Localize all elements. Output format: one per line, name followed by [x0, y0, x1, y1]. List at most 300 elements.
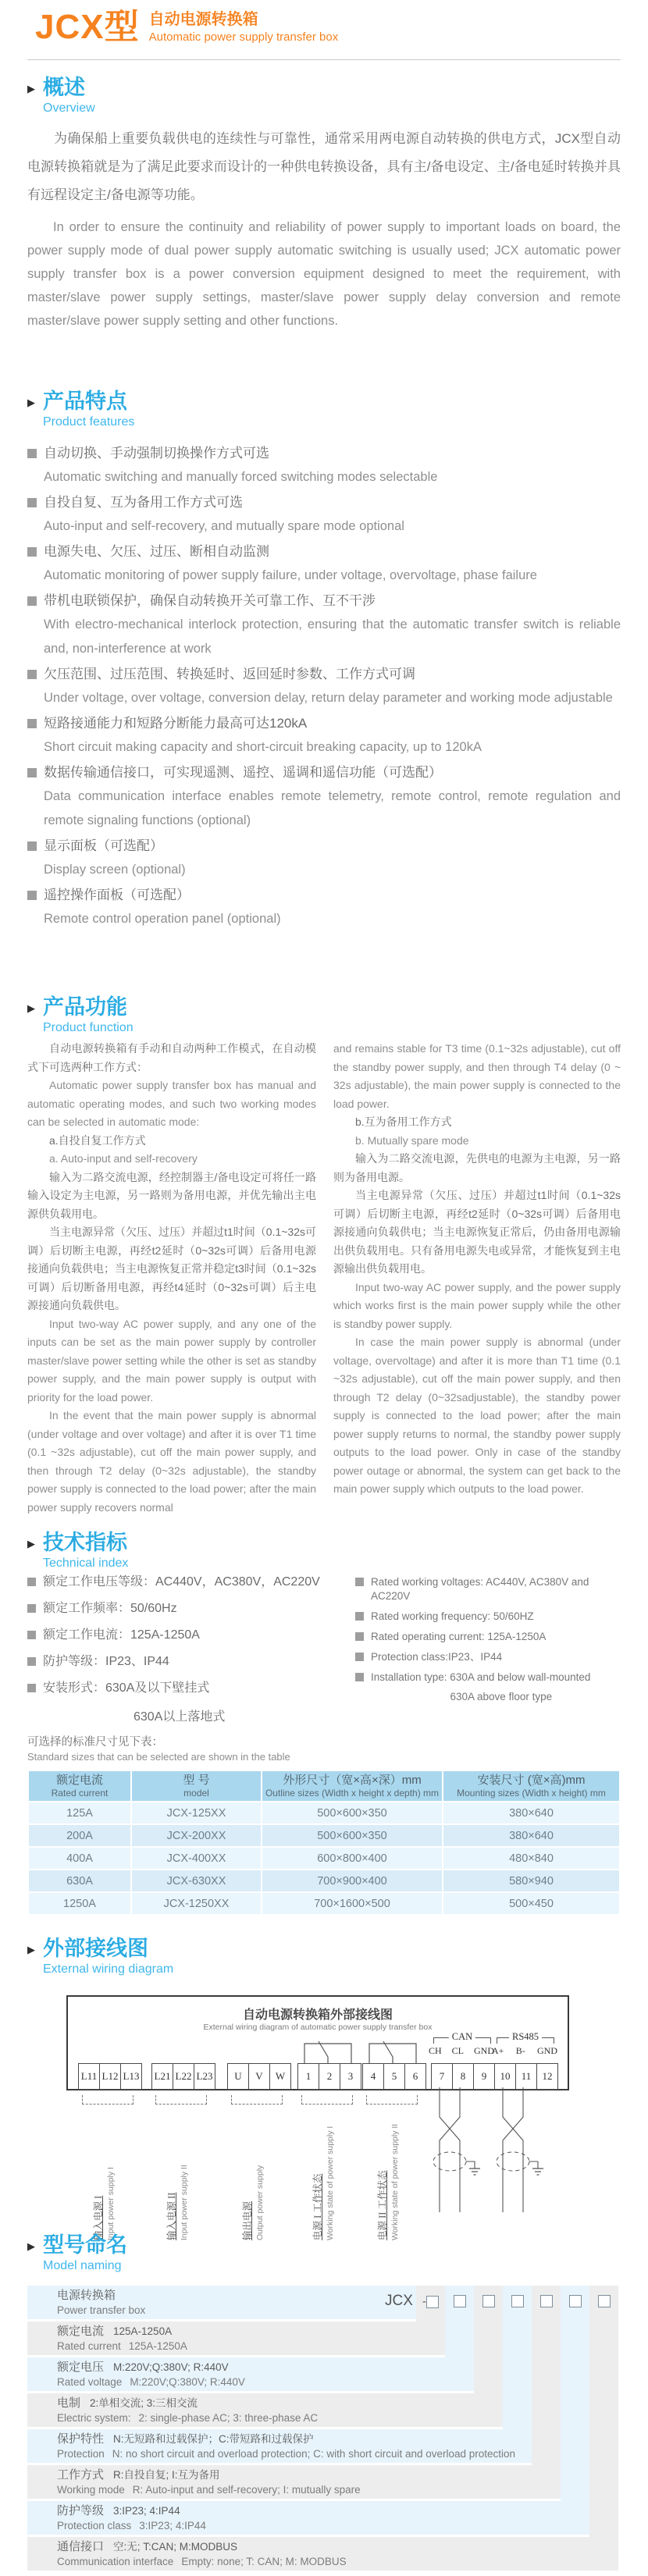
product-title-en: Automatic power supply transfer box: [148, 30, 339, 44]
model-row-zh-label: 电源转换箱: [57, 2289, 116, 2302]
terminal-group-underbrace: [82, 2095, 134, 2105]
model-naming-row: [27, 2465, 561, 2499]
can-bus-bracket: [433, 2031, 491, 2044]
square-bullet-icon: [27, 1578, 36, 1586]
model-row-en: [57, 2411, 503, 2425]
technical-heading-en: Technical index: [43, 1557, 129, 1570]
terminal-3: 3: [340, 2063, 361, 2090]
table-cell: 630A: [29, 1870, 130, 1891]
square-bullet-icon: [27, 1631, 36, 1639]
feature-text-en: Display screen (optional): [44, 863, 186, 877]
pin-label-GND: GND: [537, 2045, 557, 2056]
model-row-en: [57, 2483, 561, 2497]
model-code-box-cell: [503, 2295, 532, 2307]
feature-text-zh-label: 短路接通能力和短路分断能力最高可达120kA: [44, 716, 308, 731]
feature-text-zh: [27, 539, 621, 564]
function-paragraph-zh: 输入为二路交流电源，经控制器主/备电设定可将任一路输入设定为主电源，另一路则为备用电源，并优先输出主电源供负载用电。: [27, 1170, 316, 1220]
function-paragraph-zh: 当主电源异常（欠压、过压）并超过t1时间（0.1~32s可调）后切断主电源，再经t2延时（0~32s可调）后备用电源接通向负载供电；当主电源恢复正常后，仍由备用电源输出供负载用电。只有备用电源失电或异常，才能恢复到主电源输出供负载用电。: [333, 1189, 621, 1275]
terminal-L23: L23: [194, 2063, 215, 2090]
terminal-group: [495, 2063, 558, 2090]
feature-item: [27, 441, 621, 489]
section-sizes: [27, 1735, 621, 1916]
model-row-en-label: Rated current: [57, 2340, 121, 2352]
table-cell: 125A: [29, 1802, 130, 1823]
features-list: [27, 441, 621, 931]
feature-item: [27, 662, 621, 710]
model-row-zh-label: 通信接口: [57, 2540, 105, 2553]
terminal-U: U: [227, 2063, 249, 2090]
function-paragraph-en: a. Auto-input and self-recovery: [49, 1152, 198, 1165]
function-paragraph-zh: 自动电源转换箱有手动和自动两种工作模式，在自动模式下可选两种工作方式：: [27, 1042, 316, 1073]
square-bullet-icon: [355, 1653, 364, 1661]
function-paragraph-zh: b.互为备用工作方式: [355, 1115, 452, 1128]
function-paragraph-en: Automatic power supply transfer box has manual and automatic operating modes, and such two working modes can be selected in automatic mode:: [27, 1079, 316, 1128]
model-row-en-label: Protection class: [57, 2520, 132, 2532]
feature-text-zh-label: 带机电联锁保护，确保自动转换开关可靠工作、互不干涉: [44, 593, 376, 608]
table-cell: 380×640: [443, 1825, 619, 1846]
function-heading-en: Product function: [43, 1021, 134, 1034]
terminal-L12: L12: [99, 2063, 121, 2090]
square-bullet-icon: [27, 670, 37, 679]
model-row-en-spec: Empty: none; T: CAN; M: MODBUS: [181, 2556, 347, 2567]
section-arrow-icon: ▶: [27, 83, 35, 94]
table-cell: 400A: [29, 1848, 130, 1869]
table-cell: JCX-125XX: [132, 1802, 261, 1823]
column-header-zh: 型 号: [183, 1774, 210, 1787]
technical-item: [355, 1610, 621, 1624]
table-row: [29, 1893, 619, 1914]
feature-text-zh: [27, 662, 621, 686]
table-cell: 500×600×350: [262, 1802, 442, 1823]
model-column-strip: [532, 2286, 561, 2465]
feature-text-en: Automatic switching and manually forced switching modes selectable: [44, 470, 438, 484]
feature-text-zh-label: 显示面板（可选配）: [44, 838, 163, 853]
function-column-right: [333, 1040, 621, 1499]
terminal-group-underbrace: [231, 2095, 283, 2105]
feature-text-zh: [27, 490, 621, 514]
rs485-pin-labels: [492, 2045, 557, 2057]
wiring-diagram-title-zh: 自动电源转换箱外部接线图: [242, 2008, 393, 2022]
terminal-L21: L21: [151, 2063, 173, 2090]
technical-list-en: [355, 1575, 621, 1709]
terminal-12: 12: [536, 2063, 558, 2090]
model-row-en: [57, 2339, 445, 2354]
model-row-en-spec: N: no short circuit and overload protection; C: with short circuit and overload protection: [112, 2448, 516, 2460]
terminal-W: W: [269, 2063, 291, 2090]
function-heading: [27, 994, 621, 1037]
header-divider: [27, 59, 621, 60]
model-code-box: [511, 2295, 524, 2307]
model-row-en-label: Working mode: [57, 2484, 125, 2496]
model-naming-row: [27, 2357, 474, 2391]
function-paragraph-en: In case the main power supply is abnormal (under voltage, overvoltage) and after it is more than T1 time (0.1 ~32s adjustable), cut off the main power supply, and then through T2 delay (0~32sadjustable), the standby power supply is connected to the load power; after the main power supply returns to normal, the standby power supply outputs to the load power. Only in case of the standby power outage or abnormal, the system can get back to the main power supply which outputs to the load power.: [333, 1336, 621, 1495]
column-header-zh: 额定电流: [55, 1774, 103, 1787]
pin-label-CL: CL: [451, 2045, 464, 2056]
model-row-zh-label: 工作方式: [57, 2468, 105, 2482]
table-row: [29, 1825, 619, 1846]
terminal-group-underbrace: [366, 2095, 418, 2105]
table-row: [29, 1870, 619, 1891]
terminal-V: V: [248, 2063, 270, 2090]
wiring-bottom-label-zh: 电源 II 工作状态: [377, 2170, 388, 2240]
sizes-column-header: [262, 1771, 442, 1801]
table-row: [29, 1848, 619, 1869]
technical-item-text: Installation type: 630A and below wall-mounted: [371, 1671, 591, 1683]
wiring-diagram-title-en: External wiring diagram of automatic power supply transfer box: [203, 2023, 433, 2032]
wiring-bottom-label-en: Working state of power supply II: [390, 2123, 400, 2240]
terminal-group: [363, 2063, 426, 2090]
function-paragraph-en: In the event that the main power supply is abnormal (under voltage and over voltage) and after it is over T1 time (0.1 ~32s adjustable), cut off the main power supply, and then through T2 delay (0~32s adjustable), the standby power supply is connected to the load power; after the main power supply recovers normal: [27, 1409, 316, 1514]
wiring-bottom-label: [376, 2108, 406, 2240]
table-cell: 500×450: [443, 1893, 619, 1914]
overview-heading: [27, 75, 621, 117]
square-bullet-icon: [27, 1604, 36, 1613]
model-row-zh: [57, 2324, 445, 2339]
technical-item-text: Rated operating current: 125A-1250A: [371, 1631, 547, 1642]
function-paragraph-en: Input two-way AC power supply, and any one of the inputs can be set as the main power supply by controller master/slave power setting while the other is set as standby power supply, and the main power supply is output with priority for the load power.: [27, 1317, 316, 1404]
table-cell: 600×800×400: [262, 1848, 442, 1869]
model-row-en-spec: R: Auto-input and self-recovery; I: mutually spare: [132, 2484, 361, 2496]
function-paragraph-en: Input two-way AC power supply, and the power supply which works first is the main power supply while the other is standby power supply.: [333, 1280, 621, 1330]
model-naming-heading: [27, 2233, 621, 2275]
model-row-en: [57, 2519, 589, 2533]
model-row-zh-spec: M:220V;Q:380V; R:440V: [113, 2361, 229, 2373]
feature-text-en: With electro-mechanical interlock protection, ensuring that the automatic transfer switch is reliable and, non-interference at work: [44, 617, 621, 656]
function-paragraph-zh: 当主电源异常（欠压、过压）并超过t1时间（0.1~32s可调）后切断主电源，再经t2延时（0~32s可调）后备用电源接通向负载供电；当主电源恢复正常并稳定t3时间（0.1~32s可调）后切断备用电源，再经t4延时（0~32s可调）后主电源接通向负载供电。: [27, 1226, 316, 1311]
terminal-group: [79, 2063, 142, 2090]
model-row-zh: [57, 2503, 589, 2519]
product-title-zh: 自动电源转换箱: [148, 11, 258, 28]
model-prefix: JCX: [385, 2293, 413, 2309]
technical-item-text: 额定工作频率：50/60Hz: [43, 1602, 177, 1615]
feature-text-zh: [27, 589, 621, 613]
column-header-en: Outline sizes (Width x height x depth) mm: [265, 1788, 440, 1799]
overview-paragraph-en: In order to ensure the continuity and reliability of power supply to important loads on board, the power supply mode of dual power supply automatic switching is usually used; JCX automatic power supply transfer box is a power conversion equipment designed to meet the requirement, with master/slave power supply settings, master/slave power supply delay conversion and remote master/slave power supply setting and other functions.: [27, 220, 621, 328]
section-arrow-icon: ▶: [27, 1944, 35, 1955]
wiring-bottom-label-en: Output power supply: [255, 2165, 265, 2240]
technical-item-text: 额定工作电流：125A-1250A: [43, 1628, 200, 1642]
model-row-en-label: Protection: [57, 2448, 105, 2460]
model-row-zh-label: 额定电流: [57, 2325, 105, 2338]
twisted-pair-cable: [433, 2087, 487, 2224]
feature-item: [27, 539, 621, 588]
wiring-bottom-label: [92, 2108, 122, 2240]
terminal-1: 1: [297, 2063, 319, 2090]
model-row-en-label: Electric system:: [57, 2412, 131, 2424]
feature-text-en: Under voltage, over voltage, conversion delay, return delay parameter and working mode adjustable: [44, 691, 613, 705]
column-header-zh: 外形尺寸（宽×高×深）mm: [283, 1774, 422, 1787]
model-column-strip: [589, 2286, 618, 2537]
feature-item: [27, 589, 621, 661]
technical-item: [355, 1575, 621, 1603]
terminal-group-underbrace: [155, 2095, 207, 2105]
feature-item: [27, 711, 621, 760]
model-code-box: [569, 2295, 582, 2307]
model-row-en: [57, 2375, 474, 2389]
model-naming-table: [27, 2286, 618, 2573]
model-code-box: [540, 2295, 553, 2307]
feature-text-en: Auto-input and self-recovery, and mutually spare mode optional: [44, 519, 404, 533]
technical-item-text: 安装形式：630A及以下壁挂式: [43, 1681, 210, 1695]
terminal-8: 8: [452, 2063, 474, 2090]
square-bullet-icon: [355, 1578, 364, 1586]
terminal-6: 6: [404, 2063, 426, 2090]
terminal-11: 11: [515, 2063, 537, 2090]
sizes-intro-en: Standard sizes that can be selected are shown in the table: [27, 1751, 290, 1763]
model-code-box: [454, 2295, 466, 2307]
section-model-naming: [27, 2233, 621, 2275]
feature-text-zh-label: 遥控操作面板（可选配）: [44, 888, 190, 902]
pin-label-GND: GND: [473, 2045, 494, 2056]
wiring-bottom-label: [166, 2108, 195, 2240]
technical-item: [355, 1630, 621, 1644]
sizes-column-header: [29, 1771, 130, 1801]
table-cell: 580×940: [443, 1870, 619, 1891]
model-dash: -: [422, 2295, 426, 2308]
wiring-diagram-frame: [66, 1995, 569, 2090]
sizes-table-header: [29, 1771, 619, 1801]
section-arrow-icon: ▶: [27, 397, 35, 408]
model-row-zh-spec: 2:单相交流; 3:三相交流: [90, 2397, 198, 2409]
technical-heading: [27, 1530, 621, 1572]
wiring-bottom-label-en: Input power supply I: [106, 2167, 116, 2240]
feature-text-zh-label: 电源失电、欠压、过压、断相自动监测: [44, 544, 269, 559]
square-bullet-icon: [27, 768, 37, 777]
technical-item-text-line2: 630A above floor type: [450, 1691, 553, 1703]
feature-text-zh-label: 自动切换、手动强制切换操作方式可选: [44, 446, 269, 461]
feature-text-zh-label: 欠压范围、过压范围、转换延时、返回延时参数、工作方式可调: [44, 667, 415, 681]
pin-label-B-: B-: [515, 2045, 525, 2056]
model-row-en-spec: 125A-1250A: [128, 2340, 187, 2352]
technical-list-zh: [27, 1574, 340, 1734]
feature-text-en: Remote control operation panel (optional): [44, 912, 281, 926]
features-heading-zh: 产品特点: [43, 390, 127, 413]
technical-item: [27, 1627, 340, 1644]
column-header-en: Mounting sizes (Width x height) mm: [457, 1788, 606, 1799]
wiring-bottom-label-zh: 输出电源: [242, 2201, 253, 2240]
section-overview: [27, 75, 621, 333]
model-naming-row: [27, 2286, 416, 2319]
doc-header: [35, 5, 338, 50]
section-features: [27, 389, 621, 932]
technical-item: [27, 1574, 340, 1591]
technical-item: [27, 1653, 340, 1670]
table-cell: 380×640: [443, 1802, 619, 1823]
square-bullet-icon: [355, 1632, 364, 1641]
table-cell: JCX-400XX: [132, 1848, 261, 1869]
model-row-zh-spec: 125A-1250A: [113, 2325, 173, 2337]
model-column-strip: [561, 2286, 589, 2501]
terminal-2: 2: [319, 2063, 340, 2090]
model-row-zh-label: 额定电压: [57, 2361, 105, 2374]
wiring-bottom-label-en: Input power supply II: [180, 2165, 189, 2240]
square-bullet-icon: [27, 719, 37, 728]
model-row-zh: [57, 2432, 532, 2447]
table-cell: 480×840: [443, 1848, 619, 1869]
function-paragraph-en: b. Mutually spare mode: [355, 1133, 469, 1147]
square-bullet-icon: [27, 498, 37, 507]
model-row-en: [57, 2555, 618, 2569]
technical-item-text: Rated working voltages: AC440V, AC380V and AC220V: [371, 1576, 589, 1602]
overview-heading-zh: 概述: [43, 76, 85, 99]
sizes-intro-zh: 可选择的标准尺寸见下表：: [27, 1736, 163, 1749]
wiring-bottom-label-zh: 输入电源 I: [93, 2195, 104, 2240]
model-naming-row: [27, 2537, 618, 2571]
function-column-left: [27, 1040, 316, 1517]
terminal-L11: L11: [78, 2063, 100, 2090]
square-bullet-icon: [355, 1612, 364, 1621]
square-bullet-icon: [27, 1684, 36, 1692]
terminal-group: [152, 2063, 215, 2090]
technical-item-text-line2: 630A以上落地式: [134, 1710, 226, 1724]
feature-item: [27, 490, 621, 539]
feature-text-zh: [27, 834, 621, 858]
feature-item: [27, 883, 621, 931]
technical-item: [27, 1680, 340, 1697]
model-code-box-cell: [416, 2295, 445, 2308]
function-paragraph-en: and remains stable for T3 time (0.1~32s adjustable), cut off the standby power supply, and then through T4 delay (0 ~ 32s adjustable), the main power supply is connected to the load power.: [333, 1042, 621, 1110]
rs485-label: RS485: [509, 2031, 542, 2043]
terminal-group: [432, 2063, 495, 2090]
model-code-box-cell: [474, 2295, 503, 2307]
function-paragraph-zh: a.自投自复工作方式: [49, 1133, 146, 1147]
model-code-box-cell: [532, 2295, 561, 2307]
model-row-en: [57, 2447, 532, 2461]
square-bullet-icon: [27, 547, 37, 557]
square-bullet-icon: [27, 449, 37, 458]
model-code-box-cell: [445, 2295, 474, 2307]
model-row-zh-label: 保护特性: [57, 2432, 105, 2446]
model-row-zh-spec: 空:无; T:CAN; M:MODBUS: [113, 2541, 238, 2553]
wiring-heading: [27, 1936, 621, 1978]
changeover-switch-icon: [298, 2036, 358, 2063]
feature-text-zh-label: 数据传输通信接口，可实现遥测、遥控、遥调和遥信功能（可选配）: [44, 765, 442, 780]
model-row-zh-label: 防护等级: [57, 2504, 105, 2517]
can-label: CAN: [449, 2031, 475, 2043]
model-row-zh-spec: 3:IP23; 4:IP44: [113, 2505, 180, 2517]
section-arrow-icon: ▶: [27, 1002, 35, 1014]
feature-text-zh-label: 自投自复、互为备用工作方式可选: [44, 495, 243, 510]
model-row-en-spec: M:220V;Q:380V; R:440V: [130, 2376, 245, 2388]
model-naming-row: [27, 2322, 445, 2355]
wiring-bottom-label: [241, 2108, 271, 2240]
table-cell: 700×1600×500: [262, 1893, 442, 1914]
wiring-heading-en: External wiring diagram: [43, 1962, 174, 1976]
model-row-zh: [57, 2288, 416, 2304]
feature-item: [27, 760, 621, 833]
column-header-en: Rated current: [51, 1788, 109, 1799]
technical-item-text: 防护等级：IP23、IP44: [43, 1655, 169, 1668]
terminal-9: 9: [473, 2063, 495, 2090]
rs485-bus-bracket: [497, 2031, 554, 2044]
features-heading-en: Product features: [43, 415, 135, 429]
model-row-en-label: Rated voltage: [57, 2376, 123, 2388]
model-code-box-cell: [561, 2295, 589, 2307]
model-naming-heading-en: Model naming: [43, 2259, 122, 2272]
sizes-table-body: [29, 1802, 619, 1914]
sizes-column-header: [443, 1771, 619, 1801]
model-row-zh-spec: R:自投自复; I:互为备用: [113, 2469, 220, 2481]
technical-item-text: Rated working frequency: 50/60HZ: [371, 1610, 534, 1622]
changeover-switch-icon: [363, 2036, 422, 2063]
table-cell: 700×900×400: [262, 1870, 442, 1891]
features-heading: [27, 389, 621, 431]
feature-item: [27, 834, 621, 882]
square-bullet-icon: [27, 841, 37, 851]
table-cell: JCX-630XX: [132, 1870, 261, 1891]
terminal-5: 5: [383, 2063, 405, 2090]
function-paragraph-zh: 输入为二路交流电源，先供电的电源为主电源，另一路则为备用电源。: [333, 1152, 621, 1183]
terminal-group: [298, 2063, 361, 2090]
terminal-L13: L13: [120, 2063, 142, 2090]
model-row-zh: [57, 2539, 618, 2555]
square-bullet-icon: [27, 596, 37, 606]
terminal-4: 4: [362, 2063, 384, 2090]
overview-paragraph-zh: 为确保船上重要负载供电的连续性与可靠性，通常采用两电源自动转换的供电方式，JCX型自动电源转换箱就是为了满足此要求而设计的一种供电转换设备，具有主/备电设定、主/备电延时转换并具有远程设定主/备电源等功能。: [27, 131, 621, 202]
section-wiring: [27, 1936, 621, 1978]
wiring-bottom-label-en: Working state of power supply I: [326, 2126, 335, 2240]
table-cell: 1250A: [29, 1893, 130, 1914]
model-row-en-label: Power transfer box: [57, 2304, 146, 2316]
pin-label-A+: A+: [492, 2045, 504, 2056]
feature-text-zh: [27, 760, 621, 785]
square-bullet-icon: [355, 1673, 364, 1681]
square-bullet-icon: [27, 891, 37, 900]
sizes-column-header: [132, 1771, 261, 1801]
model-row-en: [57, 2304, 416, 2318]
technical-item: [355, 1670, 621, 1685]
section-arrow-icon: ▶: [27, 1538, 35, 1550]
feature-text-zh: [27, 441, 621, 465]
feature-text-en: Short circuit making capacity and short-circuit breaking capacity, up to 120kA: [44, 740, 482, 754]
model-naming-row: [27, 2393, 503, 2427]
technical-heading-zh: 技术指标: [43, 1531, 127, 1554]
wiring-bottom-label: [312, 2108, 341, 2240]
terminal-L22: L22: [173, 2063, 194, 2090]
function-heading-zh: 产品功能: [43, 995, 127, 1019]
feature-text-en: Data communication interface enables remote telemetry, remote control, remote regulation and remote signaling functions (optional): [44, 789, 621, 827]
twisted-pair-cable: [496, 2087, 550, 2224]
model-row-zh-label: 电制: [57, 2396, 81, 2410]
product-title: [149, 5, 339, 45]
model-row-en-spec: 3:IP23; 4:IP44: [139, 2520, 206, 2532]
section-arrow-icon: ▶: [27, 2240, 35, 2252]
table-cell: JCX-200XX: [132, 1825, 261, 1846]
model-row-en-label: Communication interface: [57, 2556, 174, 2567]
table-cell: 500×600×350: [262, 1825, 442, 1846]
square-bullet-icon: [27, 1657, 36, 1666]
model-naming-heading-zh: 型号命名: [43, 2233, 127, 2257]
terminal-group-underbrace: [301, 2095, 353, 2105]
feature-text-zh: [27, 711, 621, 735]
model-row-zh: [57, 2396, 503, 2411]
terminal-10: 10: [494, 2063, 516, 2090]
terminal-group: [228, 2063, 291, 2090]
wiring-diagram: [0, 1995, 648, 2245]
feature-text-en: Automatic monitoring of power supply failure, under voltage, overvoltage, phase failure: [44, 568, 537, 582]
technical-item: [27, 1600, 340, 1617]
table-cell: JCX-1250XX: [132, 1893, 261, 1914]
column-header-zh: 安装尺寸 (宽×高)mm: [477, 1774, 586, 1787]
model-code-box: [482, 2295, 495, 2307]
feature-text-zh: [27, 883, 621, 907]
technical-item-text: 额定工作电压等级：AC440V，AC380V，AC220V: [43, 1575, 320, 1589]
section-technical: [27, 1530, 621, 1725]
model-code-box: [598, 2295, 611, 2307]
model-code-box: [426, 2296, 439, 2308]
model-row-zh: [57, 2360, 474, 2375]
wiring-heading-zh: 外部接线图: [43, 1937, 148, 1960]
